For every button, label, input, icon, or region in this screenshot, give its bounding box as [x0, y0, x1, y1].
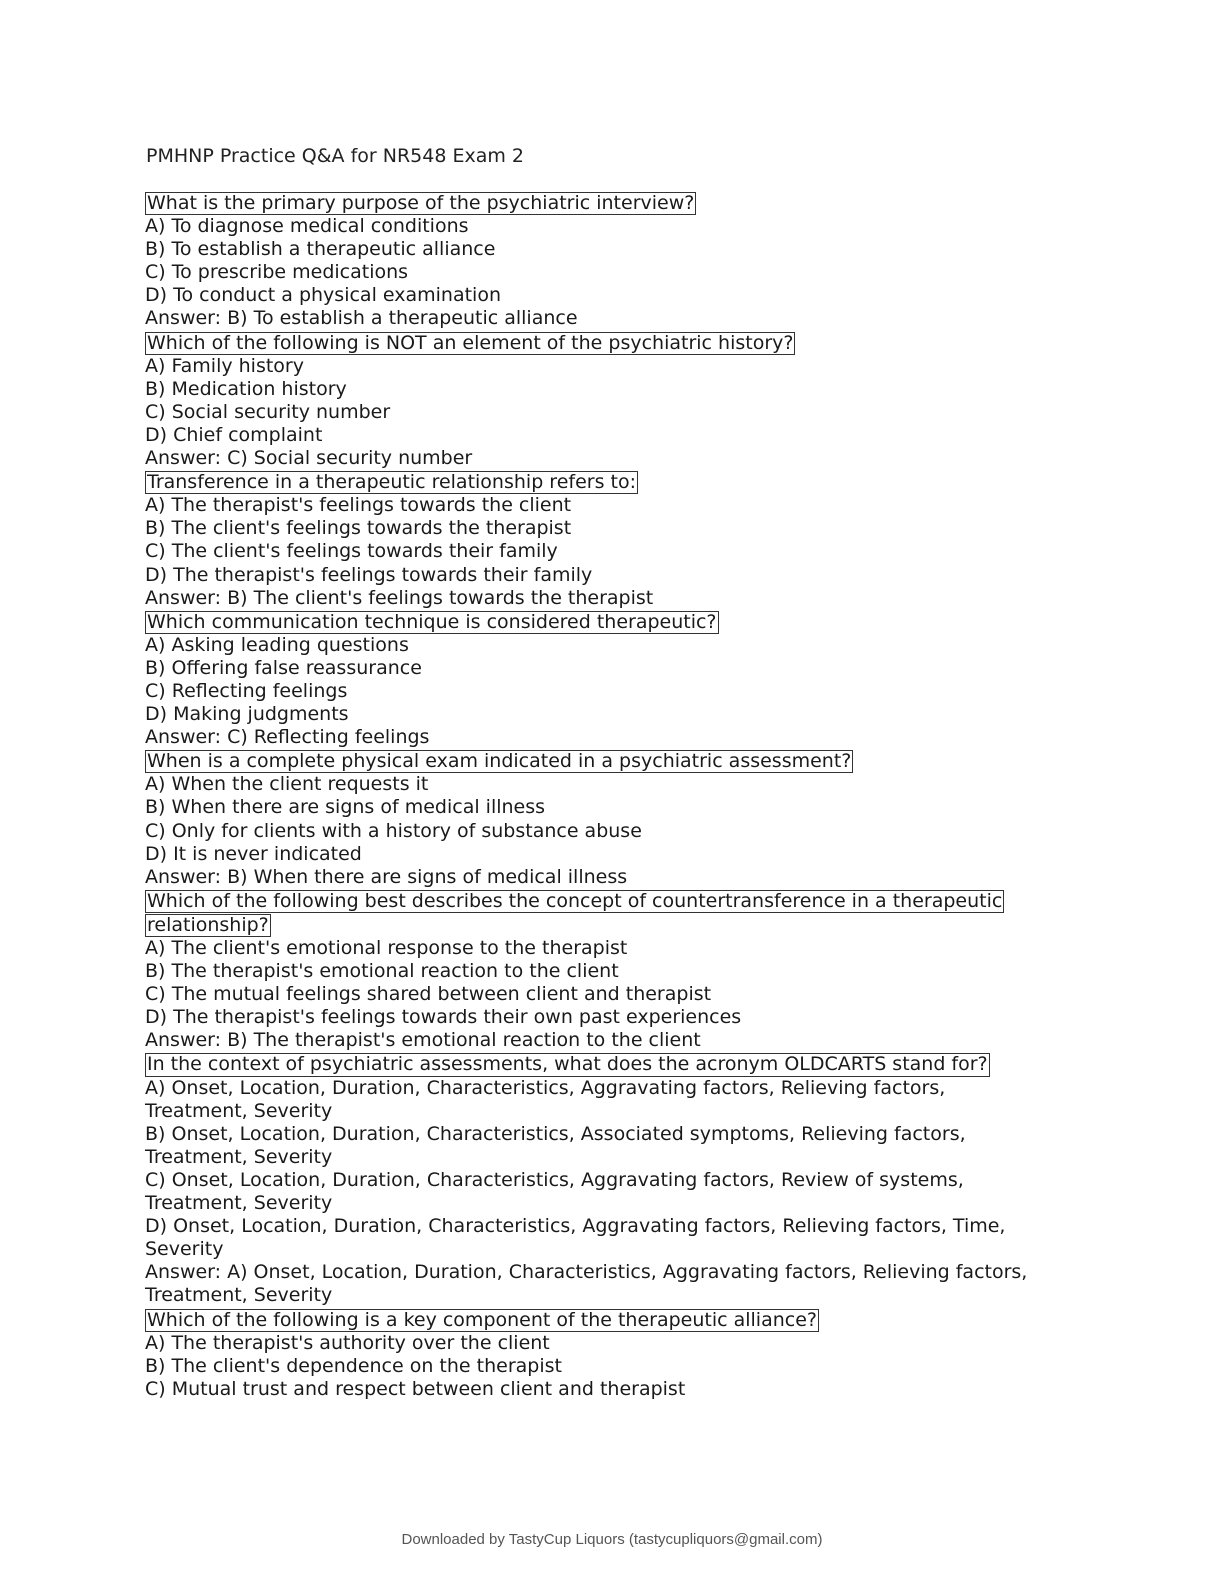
answer: Answer: B) The therapist's emotional reaction to the client: [145, 1029, 701, 1052]
option: B) The therapist's emotional reaction to the client: [145, 960, 619, 983]
option: C) The client's feelings towards their family: [145, 540, 558, 563]
option: A) The client's emotional response to the therapist: [145, 937, 628, 959]
answer: Answer: B) To establish a therapeutic alliance: [145, 307, 578, 330]
option: A) Asking leading questions: [145, 633, 409, 656]
option: D) Chief complaint: [145, 423, 323, 446]
option: C) Reflecting feelings: [145, 679, 348, 702]
answer: Answer: A) Onset, Location, Duration, Characteristics, Aggravating factors, Relieving factors,: [145, 1261, 1028, 1284]
question-6-line-2: relationship?: [147, 913, 269, 936]
option: C) Social security number: [145, 400, 391, 423]
question-3: Transference in a therapeutic relationship refers to:: [147, 471, 636, 494]
option-continuation: Treatment, Severity: [145, 1192, 333, 1215]
option-continuation: Severity: [145, 1238, 224, 1261]
answer: Answer: C) Reflecting feelings: [145, 726, 430, 749]
question-7: In the context of psychiatric assessments, what does the acronym OLDCARTS stand for?: [147, 1053, 988, 1076]
option: B) To establish a therapeutic alliance: [145, 238, 496, 261]
option: C) Only for clients with a history of substance abuse: [145, 819, 642, 842]
question-8: Which of the following is a key component of the therapeutic alliance?: [147, 1308, 817, 1331]
option: B) The client's dependence on the therapist: [145, 1354, 562, 1377]
question-1: What is the primary purpose of the psychiatric interview?: [147, 192, 695, 214]
question-4: Which communication technique is considered therapeutic?: [147, 610, 717, 633]
answer: Answer: B) When there are signs of medical illness: [145, 865, 628, 888]
option: B) The client's feelings towards the therapist: [145, 517, 572, 540]
option: D) To conduct a physical examination: [145, 284, 501, 307]
option: C) Onset, Location, Duration, Characteristics, Aggravating factors, Review of systems,: [145, 1168, 964, 1191]
question-6-line-1: Which of the following best describes the concept of countertransference in a therapeutic: [147, 889, 1003, 912]
option: D) Making judgments: [145, 703, 349, 726]
option: A) The therapist's feelings towards the client: [145, 494, 572, 517]
option: C) The mutual feelings shared between client and therapist: [145, 983, 712, 1006]
option: C) To prescribe medications: [145, 261, 409, 284]
option: A) To diagnose medical conditions: [145, 215, 469, 238]
option: D) It is never indicated: [145, 842, 362, 865]
option: B) When there are signs of medical illness: [145, 796, 546, 819]
option: D) Onset, Location, Duration, Characteristics, Aggravating factors, Relieving factors, Time,: [145, 1215, 1006, 1238]
answer-continuation: Treatment, Severity: [145, 1284, 333, 1307]
option: A) When the client requests it: [145, 773, 429, 796]
option-continuation: Treatment, Severity: [145, 1145, 333, 1168]
option: C) Mutual trust and respect between client and therapist: [145, 1377, 686, 1400]
answer: Answer: C) Social security number: [145, 447, 473, 470]
question-5: When is a complete physical exam indicated in a psychiatric assessment?: [147, 750, 852, 773]
document-title: PMHNP Practice Q&A for NR548 Exam 2: [146, 145, 524, 167]
option: A) Onset, Location, Duration, Characteristics, Aggravating factors, Relieving factors,: [145, 1076, 946, 1099]
question-2: Which of the following is NOT an element of the psychiatric history?: [147, 331, 794, 354]
download-footer: Downloaded by TastyCup Liquors (tastycupliquors@gmail.com): [401, 1531, 823, 1548]
qa-list: [145, 191, 1105, 1401]
option: D) The therapist's feelings towards their own past experiences: [145, 1006, 742, 1029]
option: A) Family history: [145, 354, 304, 377]
option-continuation: Treatment, Severity: [145, 1099, 333, 1122]
option: B) Medication history: [145, 377, 347, 400]
answer: Answer: B) The client's feelings towards the therapist: [145, 586, 654, 609]
option: B) Offering false reassurance: [145, 656, 422, 679]
option: A) The therapist's authority over the client: [145, 1331, 550, 1354]
option: B) Onset, Location, Duration, Characteristics, Associated symptoms, Relieving factors,: [145, 1122, 966, 1145]
option: D) The therapist's feelings towards their family: [145, 563, 593, 586]
